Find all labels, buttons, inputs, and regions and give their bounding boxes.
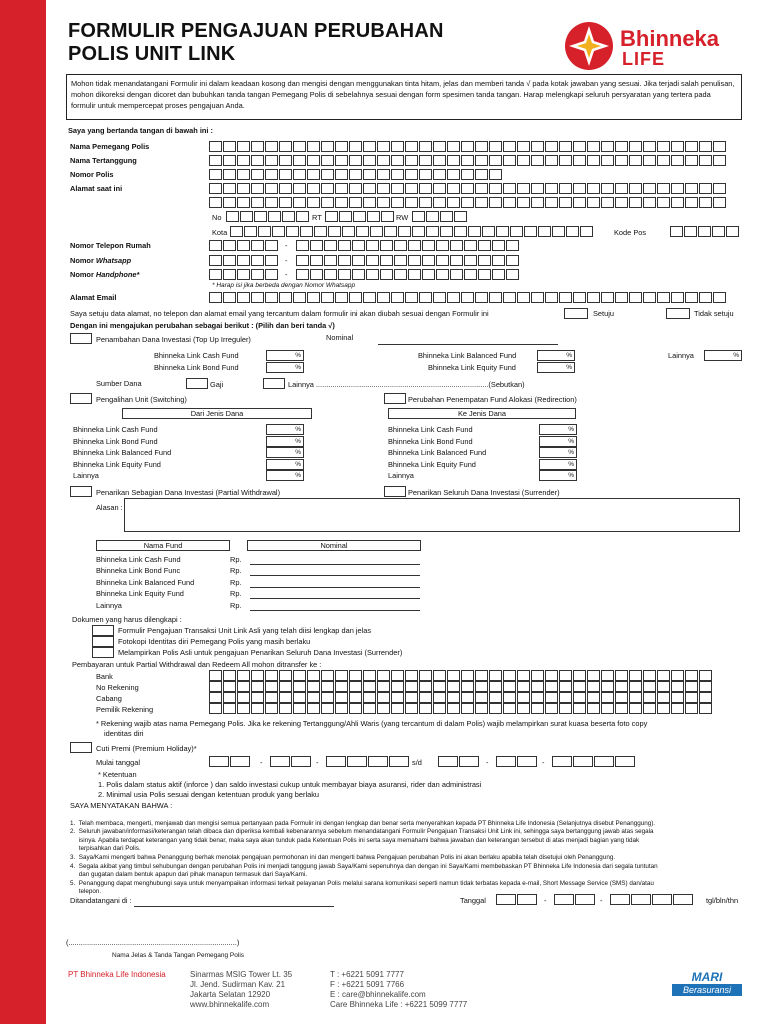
phone-label: Nomor Telepon Rumah [70,241,151,250]
instructions-box: Mohon tidak menandatangani Formulir ini dalam keadaan kosong dan mengisi dengan menggunakan tinta hitam, jelas dan memberi tanda √ pada kotak jawaban yang sesuai. Jika terjadi salah penulisan, mohon dikoreksi dengan dicoret dan bubuhkan tanda tangan Pemegang Polis di sebelahnya sesuai dengan form spesimen tanda tangan. Harap melengkapi seluruh persyaratan yang tertera pada formulir untuk mempercepat proses pengajuan Anda. [66,74,742,120]
whatsapp-area-input[interactable] [209,255,279,266]
partial-withdrawal-checkbox[interactable] [70,486,92,497]
agree-label: Setuju [593,309,614,318]
premium-holiday-checkbox[interactable] [70,742,92,753]
signature-line[interactable]: (..................................................................................) [66,938,240,947]
postal-label: Kode Pos [614,228,647,237]
from-equity-pct[interactable]: % [266,459,304,470]
rp-label-1: Rp. [230,555,242,564]
address-input-2[interactable] [209,197,727,208]
rp-label-2: Rp. [230,566,242,575]
declaration-list: 1. Telah membaca, mengerti, menjawab dan mengisi semua pertanyaan pada Formulir ini dengan lengkap dan benar serta menyerahkan kepada PT Bhinneka Life Indonesia (Selanjutnya disebut Penanggung). 2. Seluruh jawaban/informasi/keterangan telah dibaca dan diperiksa kembali kebenarannya sebelum menandatangani Formulir Pengajuan Transaksi Unit Link ini, sehingga saya bertanggung jawab atas segala isinya. Apabila terdapat keterangan yang tidak benar, maka saya akan tunduk pada Ketentuan Polis ini serta saya memahami bahwa jawaban dan keterangan tersebut di atas menjadi bagian yang tidak terpisahkan dari Polis. 3. Saya/Kami mengerti bahwa Penanggung berhak menolak pengajuan permohonan ini dan mengerti bahwa Pengajuan perubahan Polis ini akan berlaku apabila telah disetujui oleh Penanggung. 4. Segala akibat yang timbul sehubungan dengan perubahan Polis ini menjadi tanggung jawab Saya/Kami sepenuhnya dan dengan ini Saya/Kami membebaskan PT Bhinneka Life Indonesia dari segala tuntutan dan gugatan dalam bentuk apapun dari pihak manapun termasuk dari Saya/Kami. 5. Penanggung dapat menghubungi saya untuk menyampaikan informasi terkait pelayanan Polis melalui sarana komunikasi seperti namun tidak terbatas kepada e-mail, Short Message Service (SMS) dan/atau telepon. [70,819,658,896]
topup-fund-equity: Bhinneka Link Equity Fund [428,363,516,372]
form-title: FORMULIR PENGAJUAN PERUBAHAN POLIS UNIT LINK [68,20,444,65]
doc-checkbox-2[interactable] [92,636,114,647]
owner-label: Pemilik Rekening [96,705,154,714]
wd-fund-bond: Bhinneka Link Bond Func [96,566,181,575]
premium-holiday-label: Cuti Premi (Premium Holiday)* [96,744,197,753]
handphone-area-input[interactable] [209,269,279,280]
handphone-note: * Harap isi jika berbeda dengan Nomor Whatsapp [212,282,356,289]
email-input[interactable] [209,292,727,303]
until-label: s/d [412,758,422,767]
wd-amount-1[interactable] [250,556,420,565]
redirection-checkbox[interactable] [384,393,406,404]
wd-amount-4[interactable] [250,590,420,599]
nominal-header: Nominal [247,540,421,551]
whatsapp-label: Nomor Whatsapp [70,256,132,265]
change-intro: Dengan ini mengajukan perubahan sebagai berikut : (Pilih dan beri tanda √) [70,321,335,330]
payment-title: Pembayaran untuk Partial Withdrawal dan Redeem All mohon ditransfer ke : [72,660,322,669]
bhinneka-logo [562,20,752,72]
identity-intro: Saya yang bertanda tangan di bawah ini : [68,126,213,135]
from-fund-other: Lainnya [73,471,99,480]
postal-input[interactable] [670,226,740,237]
from-fund-bond: Bhinneka Link Bond Fund [73,437,158,446]
footer-address: Sinarmas MSIG Tower Lt. 35 Jl. Jend. Sudirman Kav. 21 Jakarta Selatan 12920 www.bhinnekalife.com [190,970,293,1009]
account-no-label: No Rekening [96,683,139,692]
wd-fund-balanced: Bhinneka Link Balanced Fund [96,578,195,587]
holder-input[interactable] [209,141,727,152]
owner-input[interactable] [209,703,713,714]
topup-fund-cash: Bhinneka Link Cash Fund [154,351,239,360]
nominal-line[interactable] [378,336,558,345]
branch-input[interactable] [209,692,713,703]
account-no-input[interactable] [209,681,713,692]
source-label: Sumber Dana [96,379,142,388]
wd-fund-equity: Bhinneka Link Equity Fund [96,589,184,598]
rw-label: RW [396,213,409,222]
address-label: Alamat saat ini [70,184,123,193]
account-note-1: * Rekening wajib atas nama Pemegang Polis. Jika ke rekening Tertanggung/Ahli Waris (yang tercantum di dalam Polis) wajib melampirkan surat kuasa beserta foto copy [96,719,648,728]
from-fund-equity: Bhinneka Link Equity Fund [73,460,161,469]
insured-label: Nama Tertanggung [70,156,137,165]
start-year-input[interactable] [326,756,410,767]
from-other-pct[interactable]: % [266,470,304,481]
nominal-label: Nominal [326,333,354,342]
from-fund-header: Dari Jenis Dana [122,408,312,419]
to-fund-cash: Bhinneka Link Cash Fund [388,425,473,434]
topup-fund-other: Lainnya [668,351,694,360]
to-bond-pct[interactable]: % [539,436,577,447]
policy-no-input[interactable] [209,169,503,180]
wd-fund-cash: Bhinneka Link Cash Fund [96,555,181,564]
term-1: 1. Polis dalam status aktif (inforce ) dan saldo investasi cukup untuk membayar biaya asuransi, rider dan administrasi [98,780,482,789]
account-note-2: identitas diri [104,729,144,738]
wd-amount-3[interactable] [250,579,420,588]
address-input-1[interactable] [209,183,727,194]
reason-input[interactable] [124,498,740,532]
star-logo-icon [562,20,616,72]
rt-label: RT [312,213,322,222]
to-equity-pct[interactable]: % [539,459,577,470]
policy-no-label: Nomor Polis [70,170,114,179]
fund-name-header: Nama Fund [96,540,230,551]
sign-month-input[interactable] [554,894,596,905]
redirection-label: Perubahan Penempatan Fund Alokasi (Redirection) [408,395,577,404]
end-day-input[interactable] [438,756,480,767]
other-source-checkbox[interactable] [263,378,285,389]
salary-label: Gaji [210,380,224,389]
left-red-bar [0,0,46,1024]
bank-input[interactable] [209,670,713,681]
sign-year-input[interactable] [610,894,694,905]
topup-fund-balanced: Bhinneka Link Balanced Fund [418,351,517,360]
signed-at-input[interactable] [134,898,334,907]
agree-text: Saya setuju data alamat, no telepon dan alamat email yang tercantum dalam formulir ini akan diubah sesuai dengan Formulir ini [70,309,489,318]
surrender-label: Penarikan Seluruh Dana Investasi (Surrender) [408,488,560,497]
to-other-pct[interactable]: % [539,470,577,481]
doc-item-2: Fotokopi Identitas diri Pemegang Polis yang masih berlaku [118,637,311,646]
salary-checkbox[interactable] [186,378,208,389]
switching-checkbox[interactable] [70,393,92,404]
from-bond-pct[interactable]: % [266,436,304,447]
to-fund-other: Lainnya [388,471,414,480]
no-label: No [212,213,222,222]
insured-input[interactable] [209,155,727,166]
other-source-label: Lainnya ....................................................................................(Sebutkan) [288,380,525,389]
wd-fund-other: Lainnya [96,601,122,610]
to-cash-pct[interactable]: % [539,424,577,435]
holder-label: Nama Pemegang Polis [70,142,150,151]
topup-balanced-pct[interactable]: % [537,350,575,361]
rt-input[interactable] [325,211,395,222]
declaration-title: SAYA MENYATAKAN BAHWA : [70,801,173,810]
topup-checkbox[interactable] [70,333,92,344]
switching-label: Pengalihan Unit (Switching) [96,395,187,404]
rw-input[interactable] [412,211,468,222]
doc-item-1: Formulir Pengajuan Transaksi Unit Link Asli yang telah diisi lengkap dan jelas [118,626,372,635]
topup-bond-pct[interactable]: % [266,362,304,373]
surrender-checkbox[interactable] [384,486,406,497]
handphone-label: Nomor Handphone* [70,270,140,279]
topup-cash-pct[interactable]: % [266,350,304,361]
terms-title: * Ketentuan [98,770,137,779]
sign-day-input[interactable] [496,894,538,905]
start-day-input[interactable] [209,756,251,767]
end-year-input[interactable] [552,756,636,767]
topup-equity-pct[interactable]: % [537,362,575,373]
signature-name-label: Nama Jelas & Tanda Tangan Pemegang Polis [112,952,245,959]
disagree-checkbox[interactable] [666,308,690,319]
doc-checkbox-3[interactable] [92,647,114,658]
topup-other-pct[interactable]: % [704,350,742,361]
from-balanced-pct[interactable]: % [266,447,304,458]
phone-area-input[interactable] [209,240,279,251]
to-fund-balanced: Bhinneka Link Balanced Fund [388,448,487,457]
topup-label: Penambahan Dana Investasi (Top Up Irreguler) [96,335,251,344]
city-label: Kota [212,228,228,237]
partial-withdrawal-label: Penarikan Sebagian Dana Investasi (Partial Withdrawal) [96,488,281,497]
agree-checkbox[interactable] [564,308,588,319]
term-2: 2. Minimal usia Polis sesuai dengan ketentuan produk yang berlaku [98,790,320,799]
no-input[interactable] [226,211,310,222]
start-date-label: Mulai tanggal [96,758,140,767]
date-label: Tanggal [460,896,486,905]
to-fund-bond: Bhinneka Link Bond Fund [388,437,473,446]
whatsapp-input[interactable] [296,255,520,266]
rp-label-5: Rp. [230,601,242,610]
bank-label: Bank [96,672,113,681]
end-month-input[interactable] [496,756,538,767]
to-fund-equity: Bhinneka Link Equity Fund [388,460,476,469]
topup-fund-bond: Bhinneka Link Bond Fund [154,363,239,372]
doc-item-3: Melampirkan Polis Asli untuk pengajuan Penarikan Seluruh Dana Investasi (Surrender) [118,648,403,657]
branch-label: Cabang [96,694,122,703]
logo-sub: LIFE [622,49,665,69]
handphone-input[interactable] [296,269,520,280]
to-balanced-pct[interactable]: % [539,447,577,458]
city-input[interactable] [230,226,594,237]
date-format-label: tgl/bln/thn [706,896,739,905]
wd-amount-5[interactable] [250,602,420,611]
wd-amount-2[interactable] [250,567,420,576]
mari-berasuransi-badge: MARI Berasuransi [672,970,742,1010]
logo-name: Bhinneka [620,26,720,51]
disagree-label: Tidak setuju [694,309,734,318]
phone-input[interactable] [296,240,520,251]
start-month-input[interactable] [270,756,312,767]
email-label: Alamat Email [70,293,117,302]
to-fund-header: Ke Jenis Dana [388,408,576,419]
signed-at-label: Ditandatangani di : [70,896,132,905]
rp-label-4: Rp. [230,589,242,598]
documents-title: Dokumen yang harus dilengkapi : [72,615,182,624]
rp-label-3: Rp. [230,578,242,587]
from-fund-cash: Bhinneka Link Cash Fund [73,425,158,434]
footer-contact: T : +6221 5091 7777 F : +6221 5091 7766 E : care@bhinnekalife.com Care Bhinneka Life : +6221 5099 7777 [330,970,468,1009]
reason-label: Alasan : [96,503,123,512]
from-cash-pct[interactable]: % [266,424,304,435]
footer-company: PT Bhinneka Life Indonesia [68,970,166,979]
doc-checkbox-1[interactable] [92,625,114,636]
from-fund-balanced: Bhinneka Link Balanced Fund [73,448,172,457]
